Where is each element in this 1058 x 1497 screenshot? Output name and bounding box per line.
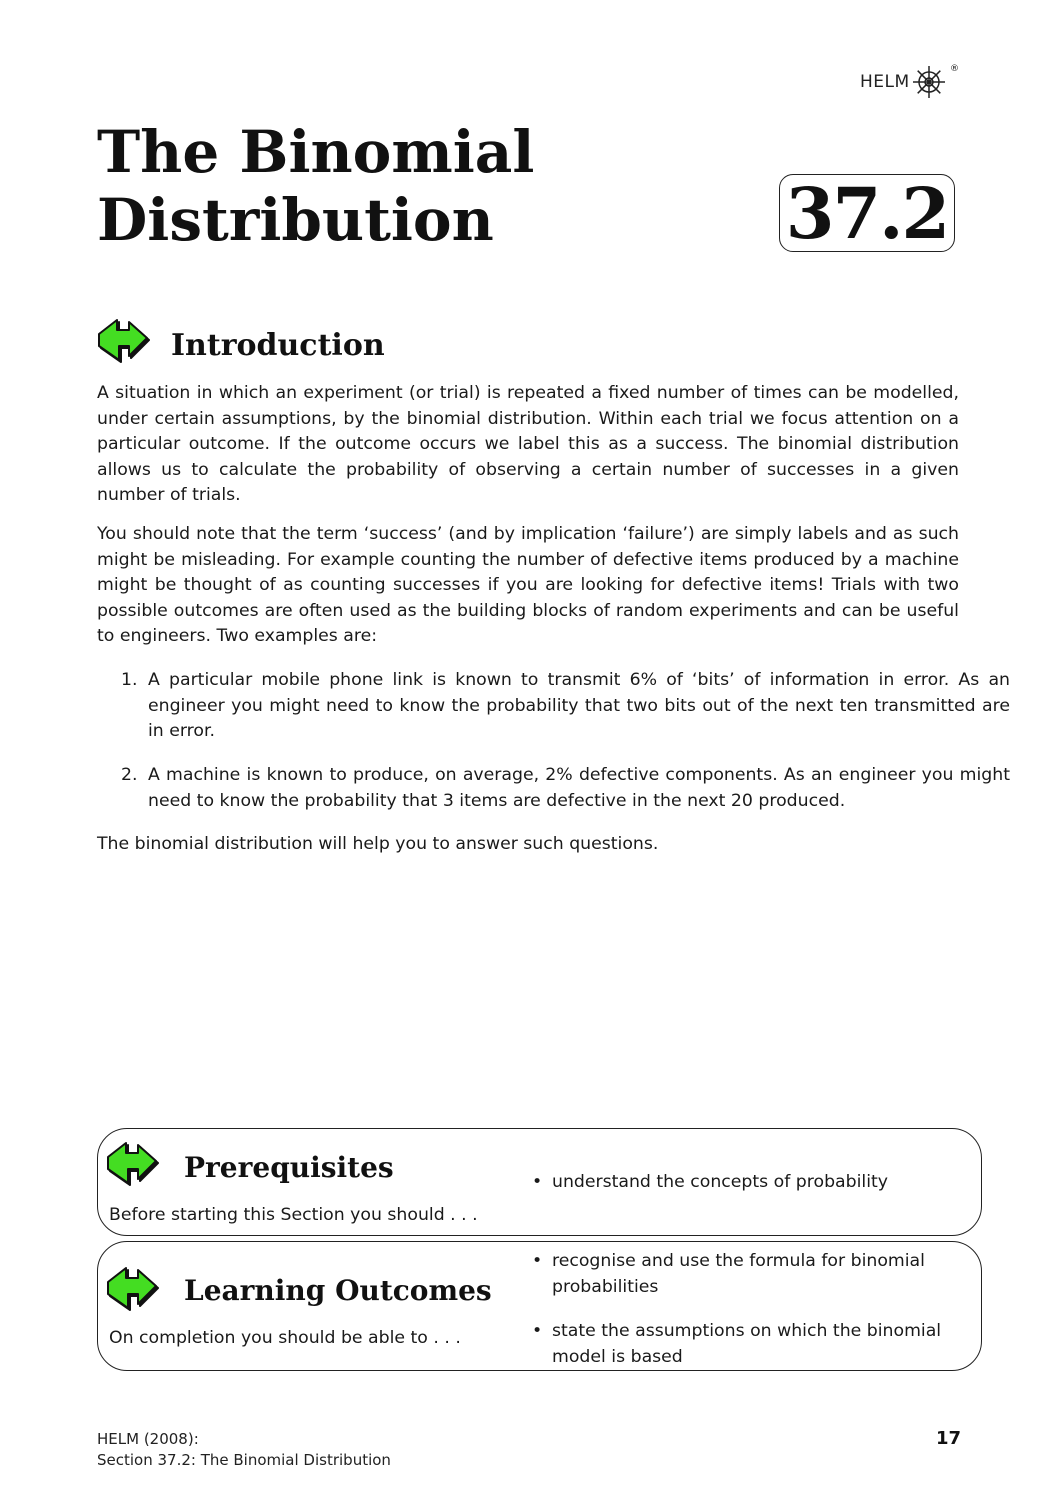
page-title bbox=[97, 118, 534, 254]
list-item-text: A particular mobile phone link is known to transmit 6% of ‘bits’ of information in error. As an engineer you might need to know the probability that two bits out of the next ten transmitted are in error. bbox=[148, 670, 1010, 741]
lightning-arrow-icon bbox=[106, 1266, 162, 1316]
list-item: • recognise and use the formula for binomial probabilities bbox=[530, 1248, 960, 1300]
list-item-text: A machine is known to produce, on average, 2% defective components. As an engineer you might need to know the probability that 3 items are defective in the next 20 produced. bbox=[148, 765, 1010, 811]
learning-outcomes-subtext: On completion you should be able to . . . bbox=[109, 1328, 461, 1348]
ship-wheel-icon bbox=[911, 64, 947, 100]
list-item bbox=[97, 668, 1010, 745]
intro-paragraph-3: The binomial distribution will help you to answer such questions. bbox=[97, 834, 659, 854]
introduction-heading: Introduction bbox=[171, 328, 385, 363]
learning-outcomes-heading: Learning Outcomes bbox=[184, 1274, 492, 1307]
prerequisites-box bbox=[97, 1128, 982, 1236]
list-item-number: 1. bbox=[121, 670, 138, 690]
title-line-1: The Binomial bbox=[97, 118, 535, 186]
page-number: 17 bbox=[936, 1428, 962, 1449]
list-item: • understand the concepts of probability bbox=[530, 1169, 960, 1195]
prerequisites-heading: Prerequisites bbox=[184, 1151, 394, 1184]
list-item: • state the assumptions on which the binomial model is based bbox=[530, 1318, 960, 1370]
section-number-badge: 37.2 bbox=[779, 174, 955, 252]
footer-line-2: Section 37.2: The Binomial Distribution bbox=[97, 1451, 391, 1469]
lightning-arrow-icon bbox=[97, 318, 153, 368]
learning-outcomes-box bbox=[97, 1241, 982, 1371]
footer-line-1: HELM (2008): bbox=[97, 1430, 199, 1448]
helm-logo bbox=[860, 64, 947, 100]
footer-citation bbox=[97, 1429, 391, 1471]
list-item-number: 2. bbox=[121, 765, 138, 785]
intro-paragraph-2: You should note that the term ‘success’ (and by implication ‘failure’) are simply labels and as such might be misleading. For example counting the number of defective items produced by a machine might be thought of as counting successes if you are looking for defective items! Trials with two possible outcomes are often used as the building blocks of random experiments and can be useful to engineers. Two examples are: bbox=[97, 524, 959, 646]
title-line-2: Distribution bbox=[97, 186, 494, 254]
learning-outcomes-list bbox=[530, 1248, 960, 1370]
intro-paragraph-1: A situation in which an experiment (or trial) is repeated a fixed number of times can be modelled, under certain assumptions, by the binomial distribution. Within each trial we focus attention on a particular outcome. If the outcome occurs we label this as a success. The binomial distribution allows us to calculate the probability of observing a certain number of successes in a given number of trials. bbox=[97, 383, 959, 505]
list-item bbox=[97, 763, 1010, 814]
helm-logo-text: HELM bbox=[860, 72, 910, 92]
lightning-arrow-icon bbox=[106, 1141, 162, 1191]
prerequisites-subtext: Before starting this Section you should . . . bbox=[109, 1205, 478, 1225]
prerequisites-list bbox=[530, 1169, 960, 1195]
registered-mark: ® bbox=[950, 64, 959, 74]
